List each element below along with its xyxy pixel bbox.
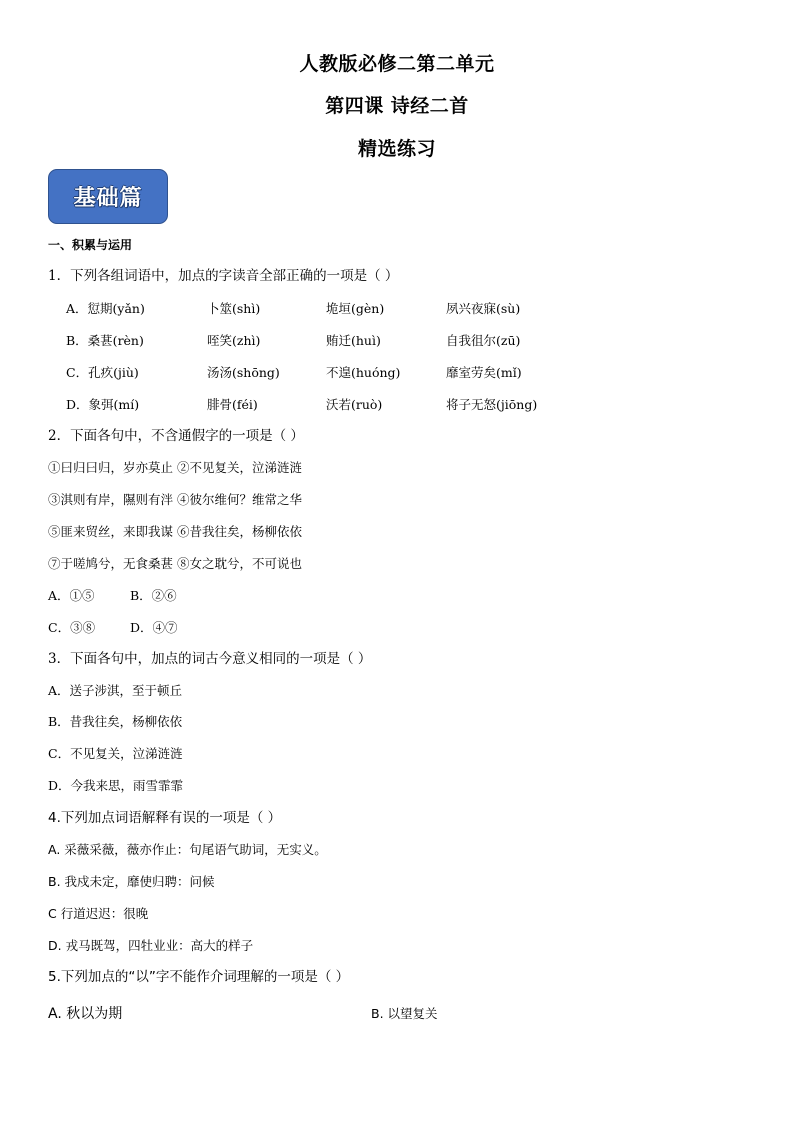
q2-sentence-line: ⑤匪来贸丝，来即我谋 ⑥昔我往矣，杨柳依依	[48, 524, 302, 539]
q3-option-c: C．不见复关，泣涕涟涟	[48, 746, 183, 761]
q3-option-b: B．昔我往矣，杨柳依依	[48, 714, 183, 729]
basic-section-badge	[48, 169, 168, 224]
q1-option-a-4: 夙兴夜寐(sù)	[446, 301, 521, 316]
q3-option-a: A．送子涉淇，至于顿丘	[48, 683, 183, 698]
question-5-stem: 5.下列加点的“以”字不能作介词理解的一项是（ ）	[48, 969, 350, 985]
badge-label: 基础篇	[73, 185, 143, 211]
q2-option-b: B．②⑥	[130, 588, 177, 603]
practice-title: 精选练习	[357, 138, 436, 160]
q1-option-c-1: C．孔疚(jiù)	[66, 365, 139, 380]
question-2-stem: 2．下面各句中，不含通假字的一项是（ ）	[48, 428, 304, 444]
q1-option-b-2: 咥笑(zhì)	[207, 333, 261, 348]
q1-option-d-4: 将子无怒(jiōng)	[446, 397, 538, 412]
question-4-stem: 4.下列加点词语解释有误的一项是（ ）	[48, 810, 282, 826]
q4-option-c: C 行道迟迟：很晚	[48, 906, 149, 921]
q4-option-d: D. 戎马既驾，四牡业业：高大的样子	[48, 938, 254, 953]
q1-option-b-4: 自我徂尔(zū)	[446, 333, 521, 348]
q2-option-d: D．④⑦	[130, 620, 178, 635]
q2-sentence-line: ③淇则有岸，隰则有泮 ④彼尔维何？维常之华	[48, 492, 302, 507]
q2-option-a: A．①⑤	[48, 588, 95, 603]
q1-option-b-1: B．桑葚(rèn)	[66, 333, 144, 348]
q5-option-a: A. 秋以为期	[48, 1006, 123, 1022]
q1-option-b-3: 贿迁(huì)	[326, 333, 381, 348]
q3-option-d: D．今我来思，雨雪霏霏	[48, 778, 184, 793]
q4-option-b: B. 我戍未定，靡使归聘：问候	[48, 874, 215, 889]
q2-sentence-line: ⑦于嗟鸠兮，无食桑葚 ⑧女之耽兮，不可说也	[48, 556, 302, 571]
q4-option-a: A. 采薇采薇，薇亦作止：句尾语气助词，无实义。	[48, 842, 327, 857]
q1-option-d-2: 腓骨(féi)	[207, 397, 258, 412]
document-title: 人教版必修二第二单元	[299, 53, 495, 75]
question-1-stem: 1．下列各组词语中，加点的字读音全部正确的一项是（ ）	[48, 268, 399, 284]
section-heading: 一、积累与运用	[48, 238, 133, 252]
q1-option-d-1: D．象弭(mí)	[66, 397, 140, 412]
lesson-title: 第四课 诗经二首	[325, 95, 469, 117]
q1-option-d-3: 沃若(ruò)	[326, 397, 383, 412]
q1-option-a-2: 卜筮(shì)	[207, 301, 261, 316]
q1-option-c-2: 汤汤(shōng)	[207, 365, 280, 380]
q1-option-c-4: 靡室劳矣(mǐ)	[446, 365, 522, 380]
q1-option-a-1: A．愆期(yǎn)	[66, 301, 145, 316]
q5-option-b: B. 以望复关	[371, 1006, 438, 1021]
question-3-stem: 3．下面各句中，加点的词古今意义相同的一项是（ ）	[48, 651, 372, 667]
q2-sentence-line: ①曰归曰归，岁亦莫止 ②不见复关，泣涕涟涟	[48, 460, 302, 475]
q1-option-c-3: 不遑(huóng)	[326, 365, 401, 380]
q1-option-a-3: 垝垣(gèn)	[326, 301, 385, 316]
q2-option-c: C．③⑧	[48, 620, 96, 635]
